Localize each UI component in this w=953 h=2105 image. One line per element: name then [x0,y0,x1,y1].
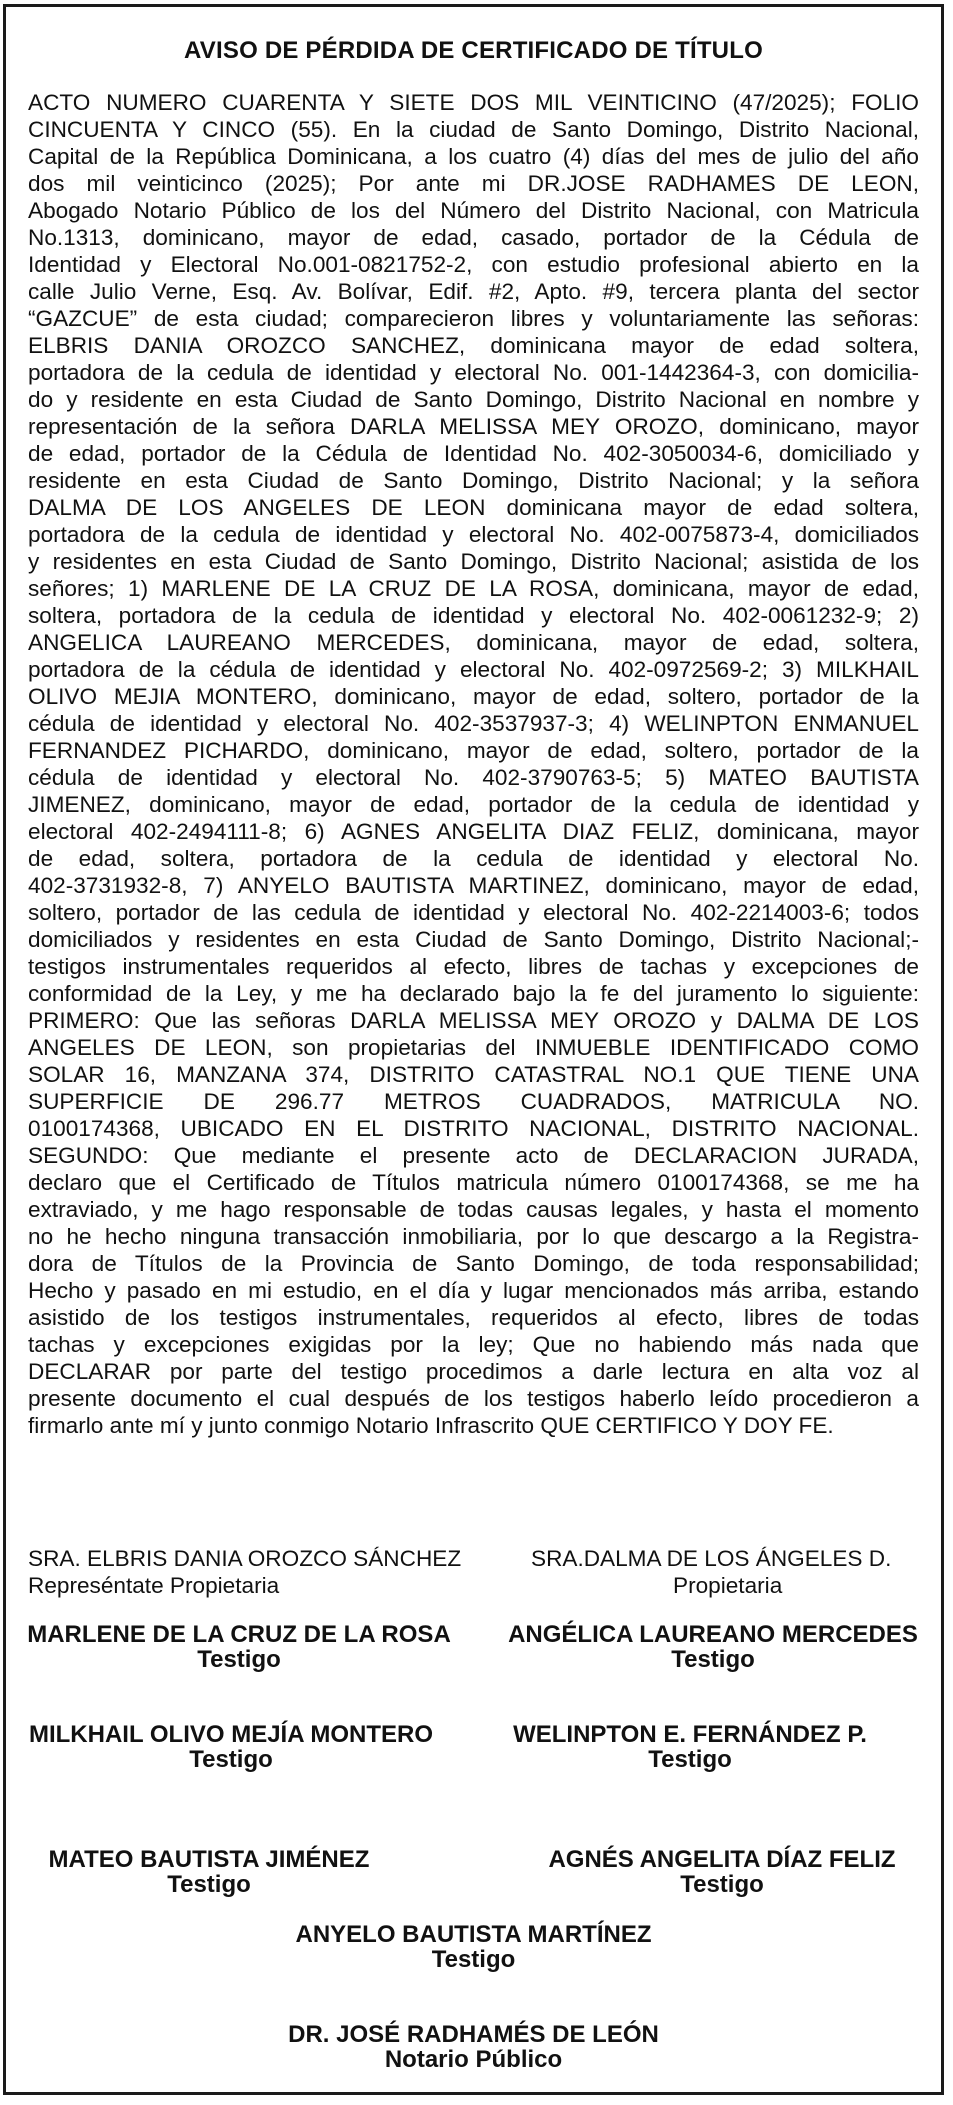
witness-name: ANGÉLICA LAUREANO MERCEDES [508,1621,918,1648]
witness-name: ANYELO BAUTISTA MARTÍNEZ [295,1921,652,1948]
body-line: portadora de la cedula de identidad y electoral No. 402-0075873-4, domiciliados [28,522,919,547]
body-line: residente en esta Ciudad de Santo Domingo, Distrito Nacional; y la señora [28,468,919,493]
notary-name: DR. JOSÉ RADHAMÉS DE LEÓN [288,2021,659,2048]
body-line: ACTO NUMERO CUARENTA Y SIETE DOS MIL VEINTICINO (47/2025); FOLIO [28,90,919,115]
body-line: SUPERFICIE DE 296.77 METROS CUADRADOS, MATRICULA NO. [28,1089,919,1114]
body-line: representación de la señora DARLA MELISSA MEY OROZO, dominicano, mayor [28,414,919,439]
witness-signature [516,1847,928,1897]
owner-left-name: SRA. ELBRIS DANIA OROZCO SÁNCHEZ [28,1546,462,1571]
body-line: do y residente en esta Ciudad de Santo Domingo, Distrito Nacional en nombre y [28,387,919,412]
owner-right-name: SRA.DALMA DE LOS ÁNGELES D. [531,1546,892,1571]
body-line: JIMENEZ, dominicano, mayor de edad, portador de la cedula de identidad y [28,792,919,817]
body-line: firmarlo ante mí y junto conmigo Notario Infrascrito QUE CERTIFICO Y DOY FE. [28,1413,834,1438]
body-line: Abogado Notario Público de los del Número del Distrito Nacional, con Matricula [28,198,919,223]
witness-signature [486,1722,894,1772]
witness-role: Testigo [648,1746,732,1773]
body-line: cédula de identidad y electoral No. 402-3790763-5; 5) MATEO BAUTISTA [28,765,919,790]
body-line: portadora de la cédula de identidad y electoral No. 402-0972569-2; 3) MILKHAIL [28,657,919,682]
body-line: DALMA DE LOS ANGELES DE LEON dominicana mayor de edad soltera, [28,495,919,520]
body-line: SEGUNDO: Que mediante el presente acto de DECLARACION JURADA, [28,1143,919,1168]
witness-signature [490,1622,936,1672]
body-line: DECLARAR por parte del testigo procedimos a darle lectura en alta voz al [28,1359,919,1384]
witness-name: MATEO BAUTISTA JIMÉNEZ [48,1846,370,1873]
body-line: PRIMERO: Que las señoras DARLA MELISSA MEY OROZO y DALMA DE LOS [28,1008,919,1033]
witness-name: MARLENE DE LA CRUZ DE LA ROSA [27,1621,451,1648]
body-line: dora de Títulos de la Provincia de Santo Domingo, de toda responsabilidad; [28,1251,919,1276]
body-line: ELBRIS DANIA OROZCO SANCHEZ, dominicana mayor de edad soltera, [28,333,919,358]
body-line: Hecho y pasado en mi estudio, en el día y lugar mencionados más arriba, estando [28,1278,919,1303]
notice-frame [3,4,944,2095]
body-line: extraviado, y me hago responsable de todas causas legales, y hasta el momento [28,1197,919,1222]
body-line: calle Julio Verne, Esq. Av. Bolívar, Edif. #2, Apto. #9, tercera planta del sector [28,279,919,304]
witness-signature [16,1622,462,1672]
body-line: dos mil veinticinco (2025); Por ante mi DR.JOSE RADHAMES DE LEON, [28,171,919,196]
body-line: asistido de los testigos instrumentales, requeridos al efecto, libres de todas [28,1305,919,1330]
body-line: soltera, portadora de la cedula de identidad y electoral No. 402-0061232-9; 2) [28,603,919,628]
witness-signature [16,1722,446,1772]
body-line: portadora de la cedula de identidad y electoral No. 001-1442364-3, con domicilia- [28,360,919,385]
notice-title: AVISO DE PÉRDIDA DE CERTIFICADO DE TÍTULO [184,37,763,64]
body-line: soltero, portador de las cedula de identidad y electoral No. 402-2214003-6; todos [28,900,919,925]
notary-block [6,2022,941,2072]
body-line: de edad, soltera, portadora de la cedula de identidad y electoral No. [28,846,919,871]
witness-role: Testigo [671,1646,755,1673]
body-line: de edad, portador de la Cédula de Identidad No. 402-3050034-6, domiciliado y [28,441,919,466]
body-line: Capital de la República Dominicana, a los cuatro (4) días del mes de julio del año [28,144,919,169]
body-line: ANGELICA LAUREANO MERCEDES, dominicana, mayor de edad, soltera, [28,630,919,655]
notary-role: Notario Público [384,2046,563,2073]
body-line: FERNANDEZ PICHARDO, dominicano, mayor de edad, soltero, portador de la [28,738,919,763]
body-line: y residentes en esta Ciudad de Santo Domingo, Distrito Nacional; asistida de los [28,549,919,574]
body-line: “GAZCUE” de esta ciudad; comparecieron libres y voluntariamente las señoras: [28,306,919,331]
body-line: Identidad y Electoral No.001-0821752-2, con estudio profesional abierto en la [28,252,919,277]
witness-name: AGNÉS ANGELITA DÍAZ FELIZ [548,1846,896,1873]
witness-role: Testigo [197,1646,281,1673]
body-line: cédula de identidad y electoral No. 402-3537937-3; 4) WELINPTON ENMANUEL [28,711,919,736]
witness-role: Testigo [167,1871,251,1898]
witness-name: MILKHAIL OLIVO MEJÍA MONTERO [28,1721,433,1748]
witness-role: Testigo [431,1946,516,1973]
body-line: testigos instrumentales requeridos al efecto, libres de tachas y excepciones de [28,954,919,979]
body-line: 0100174368, UBICADO EN EL DISTRITO NACIONAL, DISTRITO NACIONAL. [28,1116,919,1141]
body-line: No.1313, dominicano, mayor de edad, casado, portador de la Cédula de [28,225,919,250]
witness-signature [16,1847,402,1897]
notice-body [28,89,919,1439]
body-line: no he hecho ninguna transacción inmobiliaria, por lo que descargo a la Registra- [28,1224,919,1249]
witness-role: Testigo [680,1871,764,1898]
witness-role: Testigo [189,1746,273,1773]
witness-name: WELINPTON E. FERNÁNDEZ P. [513,1721,867,1748]
body-line: CINCUENTA Y CINCO (55). En la ciudad de Santo Domingo, Distrito Nacional, [28,117,919,142]
body-line: domiciliados y residentes en esta Ciudad de Santo Domingo, Distrito Nacional;- [28,927,919,952]
body-line: declaro que el Certificado de Títulos matricula número 0100174368, se me ha [28,1170,919,1195]
body-line: 402-3731932-8, 7) ANYELO BAUTISTA MARTINEZ, dominicano, mayor de edad, [28,873,919,898]
body-line: OLIVO MEJIA MONTERO, dominicano, mayor de edad, soltero, portador de la [28,684,919,709]
witness-signature [6,1922,941,1972]
owner-right-role: Propietaria [673,1573,783,1598]
owner-left [28,1545,461,1599]
body-line: electoral 402-2494111-8; 6) AGNES ANGELITA DIAZ FELIZ, dominicana, mayor [28,819,919,844]
body-line: ANGELES DE LEON, son propietarias del INMUEBLE IDENTIFICADO COMO [28,1035,919,1060]
body-line: señores; 1) MARLENE DE LA CRUZ DE LA ROSA, dominicana, mayor de edad, [28,576,919,601]
body-line: SOLAR 16, MANZANA 374, DISTRITO CATASTRAL NO.1 QUE TIENE UNA [28,1062,919,1087]
body-line: presente documento el cual después de los testigos haberlo leído procedieron a [28,1386,919,1411]
owner-left-role: Represéntate Propietaria [28,1573,280,1598]
body-line: conformidad de la Ley, y me ha declarado bajo la fe del juramento lo siguiente: [28,981,919,1006]
body-line: tachas y excepciones exigidas por la ley; Que no habiendo más nada que [28,1332,919,1357]
owner-right [531,1545,891,1599]
